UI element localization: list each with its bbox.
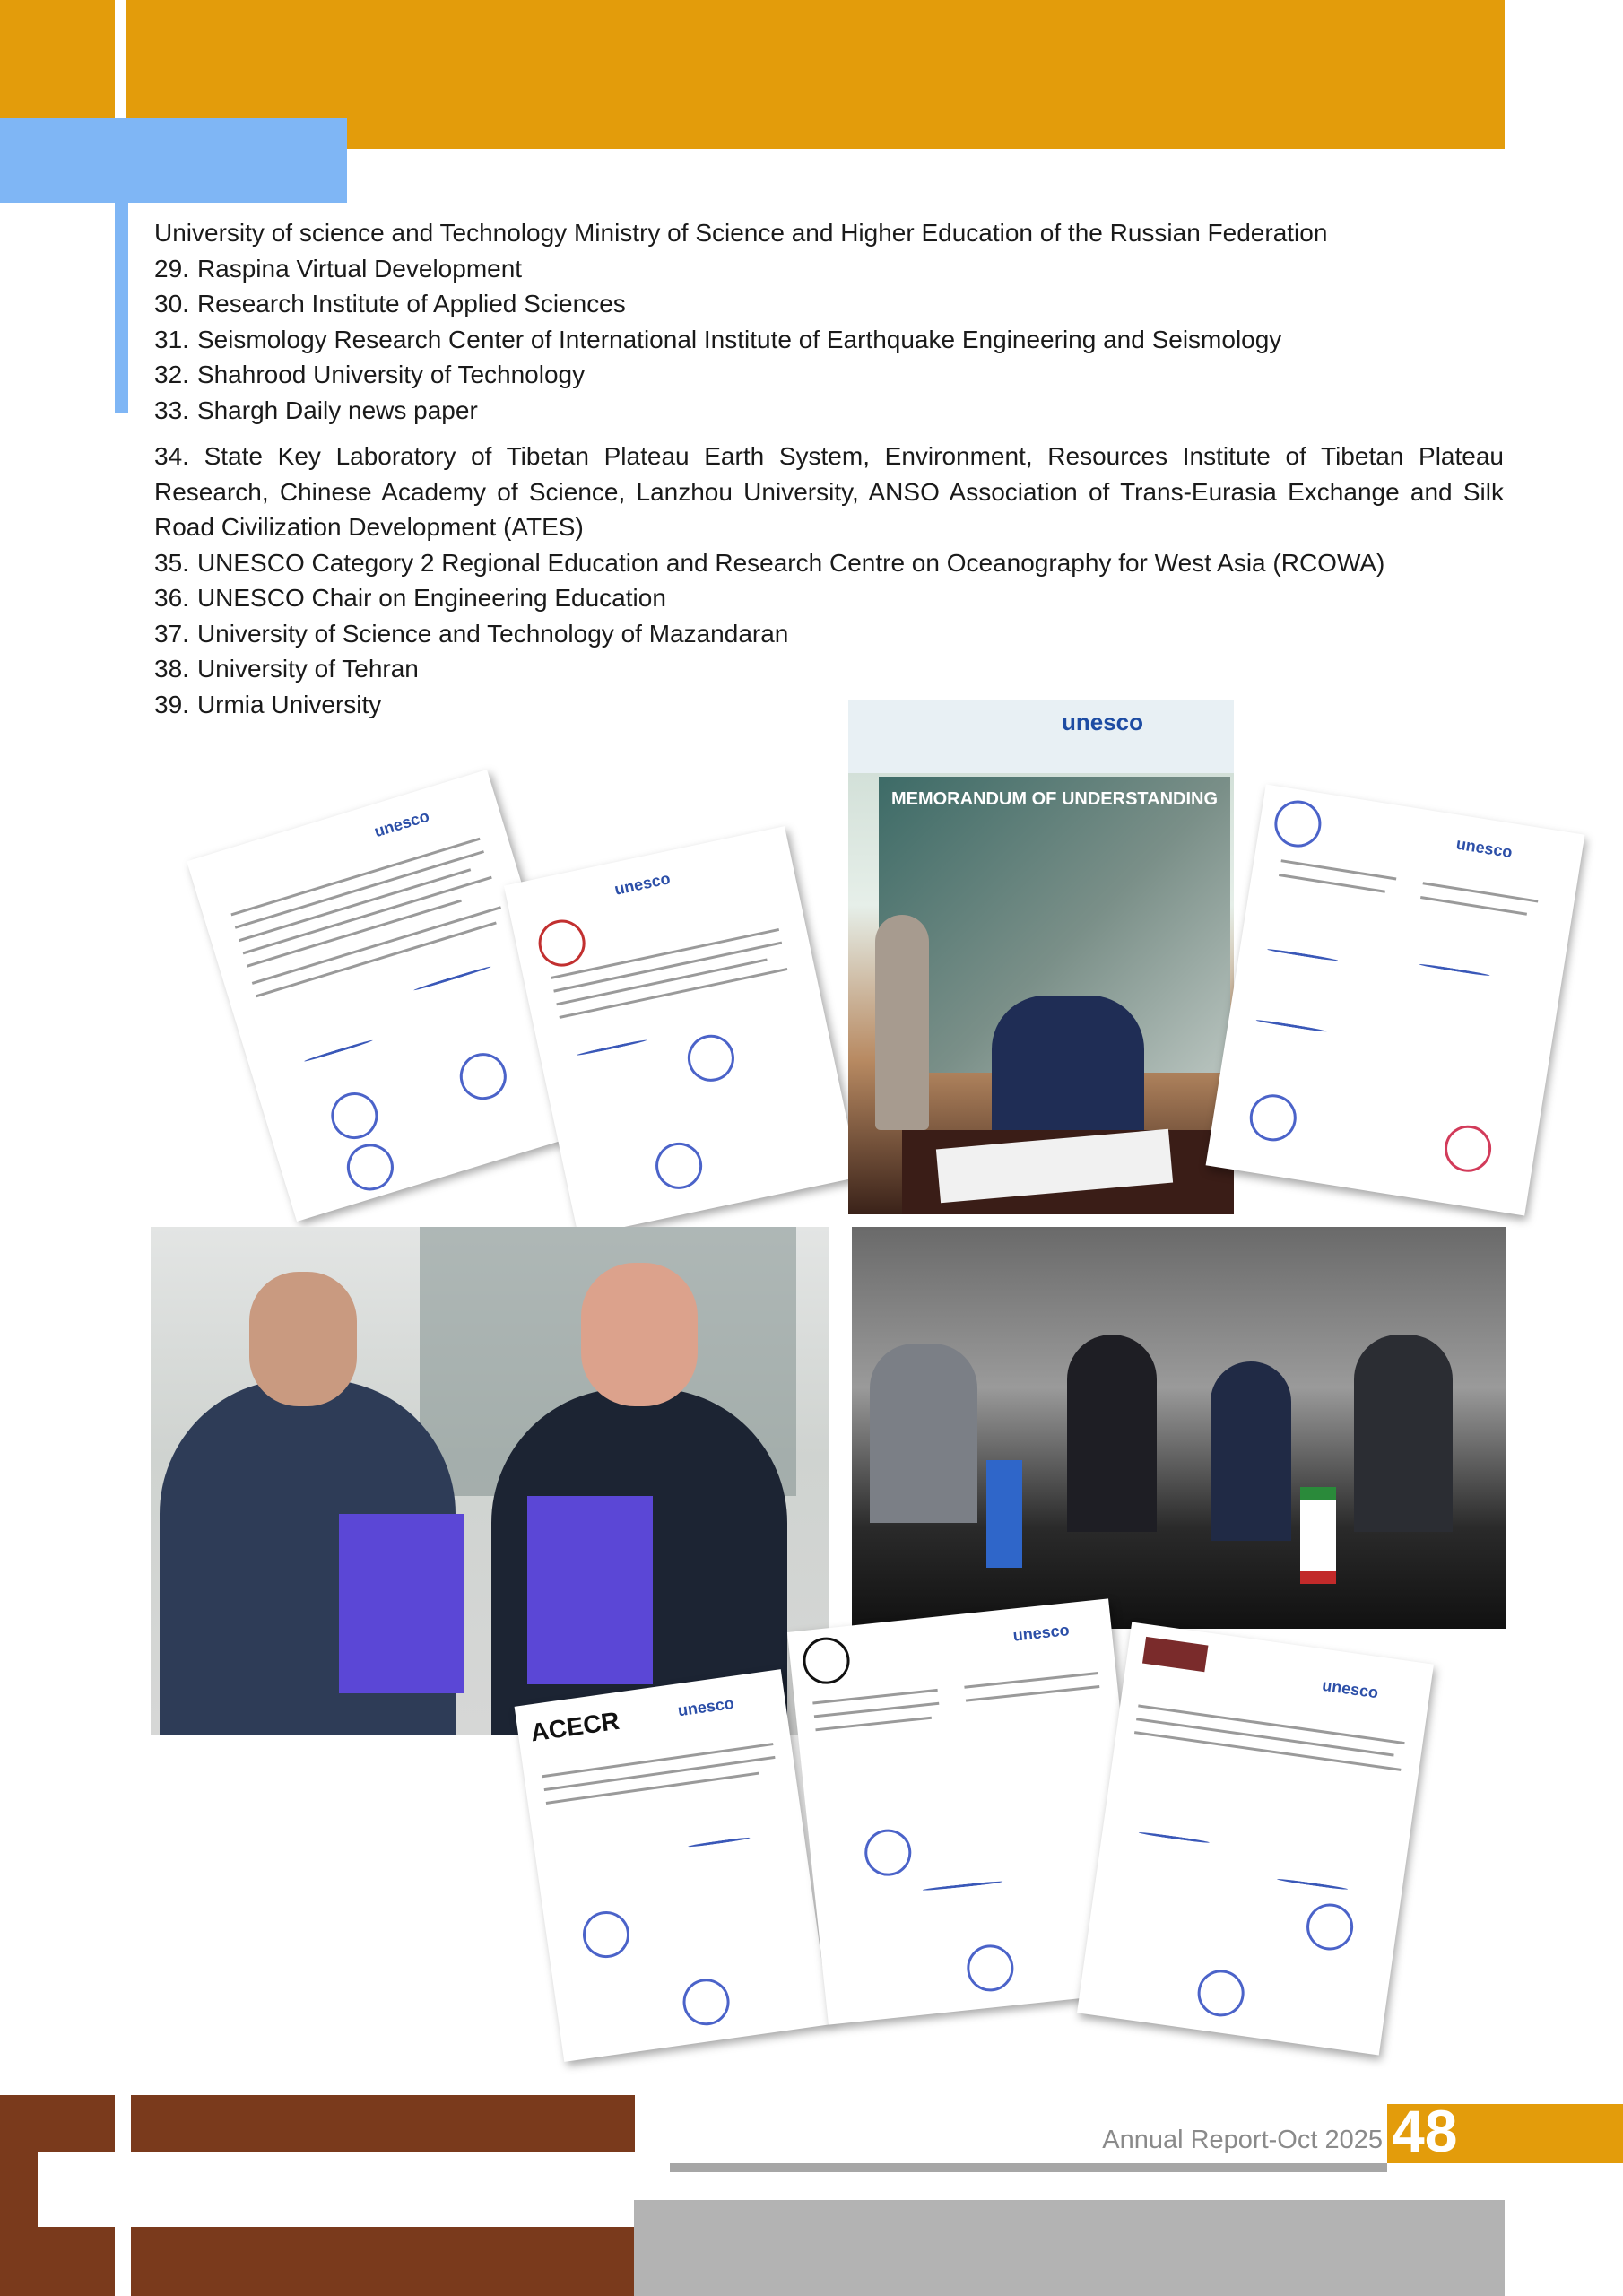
footer-gray-bar	[634, 2200, 1505, 2296]
seal-icon	[534, 916, 590, 971]
signing-ceremony-photo	[852, 1227, 1506, 1629]
acecr-document-scan	[515, 1669, 831, 2062]
mou-document-scan-3	[1206, 784, 1585, 1215]
stamp-icon	[454, 1048, 512, 1106]
stamp-icon	[580, 1909, 633, 1961]
list-item: 33. Shargh Daily news paper	[154, 396, 478, 424]
side-blue-bar	[115, 203, 128, 413]
list-item: 31. Seismology Research Center of International Institute of Earthquake Engineering and Seismology	[154, 325, 1282, 353]
stamp-icon	[680, 1976, 733, 2029]
logo-icon	[801, 1635, 852, 1686]
list-item: 30. Research Institute of Applied Sciences	[154, 290, 626, 317]
partner-list	[154, 215, 1504, 722]
list-item: 38. University of Tehran	[154, 655, 419, 683]
stamp-icon	[341, 1138, 399, 1196]
list-item: 29. Raspina Virtual Development	[154, 254, 523, 283]
unesco-logo: unesco	[612, 869, 673, 899]
unesco-logo: unesco	[1011, 1621, 1071, 1645]
stamp-icon	[683, 1031, 739, 1086]
stamp-icon	[965, 1943, 1016, 1994]
mou-screen-title: MEMORANDUM OF UNDERSTANDING	[890, 789, 1219, 809]
list-item: 39. Urmia University	[154, 690, 382, 718]
unesco-logo: unesco	[371, 806, 432, 841]
mou-document-scan-5	[1077, 1622, 1434, 2055]
page-number: 48	[1392, 2098, 1458, 2164]
list-item: 35. UNESCO Category 2 Regional Education and Research Centre on Oceanography for West Asia (RCOWA)	[154, 548, 1385, 577]
mou-signing-photo	[848, 700, 1234, 1214]
stamp-icon	[325, 1087, 384, 1145]
stamp-icon	[1304, 1900, 1357, 1953]
stamp-icon	[651, 1138, 707, 1194]
list-item: 36. UNESCO Chair on Engineering Education	[154, 584, 666, 612]
list-item: 34. State Key Laboratory of Tibetan Plateau Earth System, Environment, Resources Institute of Tibetan Plateau Research, Chinese Academy of Science, Lanzhou University, ANSO Association of Trans-Eurasia Exchange and Silk Road Civilization Development (ATES)	[154, 442, 1504, 541]
stamp-icon	[1194, 1967, 1247, 2020]
stamp-icon	[863, 1827, 914, 1878]
mou-document-scan-2	[504, 826, 859, 1237]
unesco-logo: unesco	[676, 1693, 735, 1720]
unesco-logo: unesco	[1454, 834, 1514, 862]
stamp-icon	[1246, 1091, 1299, 1144]
acecr-logo: ACECR	[528, 1706, 621, 1747]
unesco-logo: unesco	[1062, 709, 1144, 735]
stamp-icon	[1441, 1122, 1494, 1175]
list-intro: University of science and Technology Ministry of Science and Higher Education of the Russian Federation	[154, 219, 1328, 247]
header-blue-block	[0, 118, 347, 203]
logo-icon	[1142, 1637, 1208, 1672]
footer-white-strip	[38, 2152, 670, 2227]
footer-report-label: Annual Report-Oct 2025	[1102, 2126, 1383, 2154]
header-divider	[115, 0, 126, 118]
logo-icon	[1271, 797, 1324, 850]
list-item: 37. University of Science and Technology of Mazandaran	[154, 619, 789, 648]
list-item: 32. Shahrood University of Technology	[154, 361, 586, 388]
unesco-logo: unesco	[1321, 1675, 1380, 1702]
handshake-photo	[151, 1227, 829, 1735]
footer-gray-line	[670, 2163, 1387, 2172]
